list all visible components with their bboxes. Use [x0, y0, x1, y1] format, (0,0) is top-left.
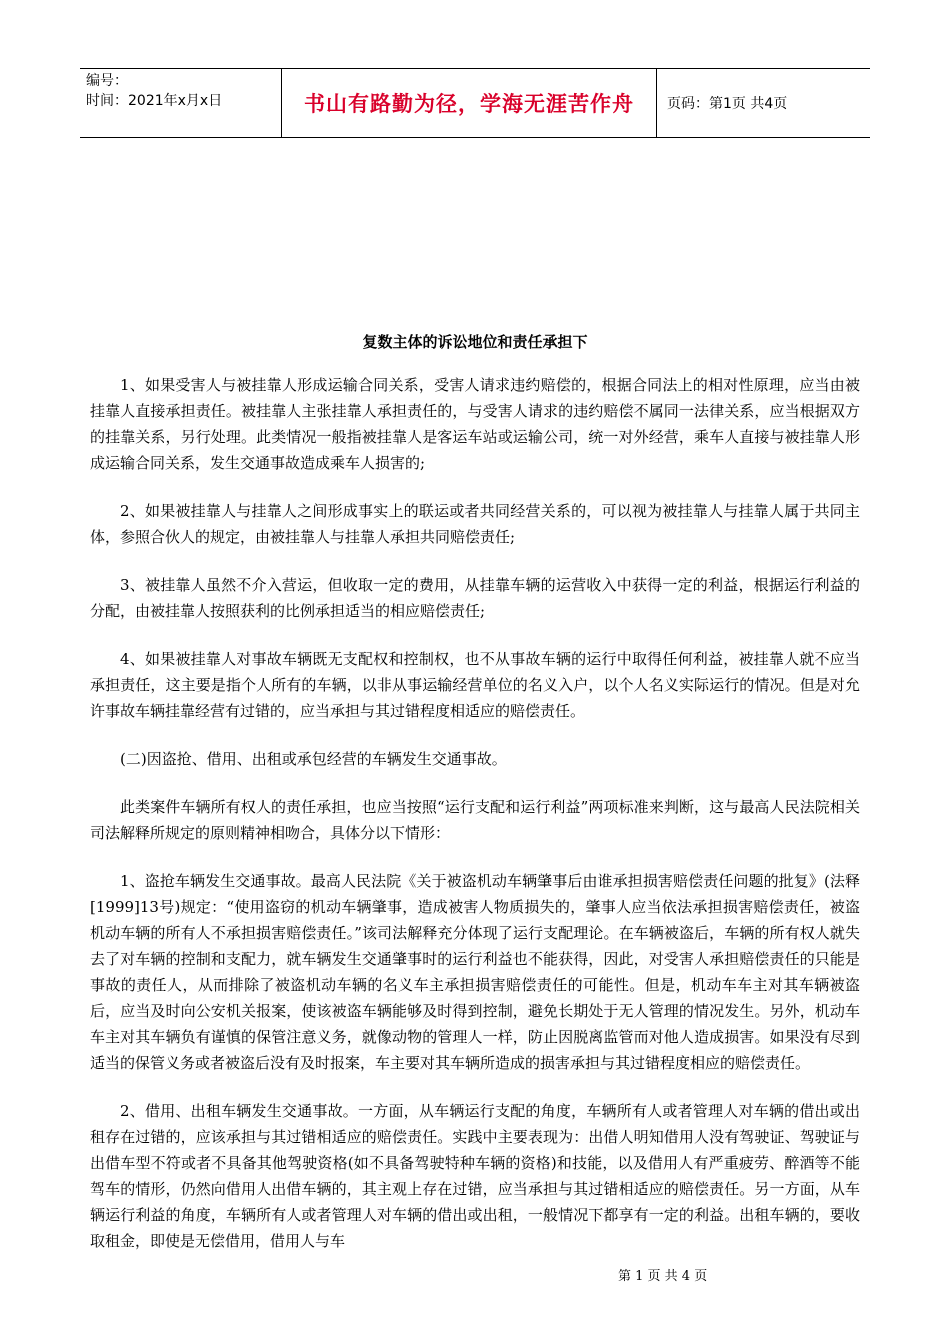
page-footer: 第 1 页 共 4 页 [618, 1269, 708, 1284]
number-label: 编号： [86, 73, 128, 89]
paragraph: 1、盗抢车辆发生交通事故。最高人民法院《关于被盗机动车辆肇事后由谁承担损害赔偿责任问题的批复》(法释[1999]13号)规定：“使用盗窃的机动车辆肇事，造成被害人物质损失的，肇事人应当依法承担损害赔偿责任，被盗机动车辆的所有人不承担损害赔偿责任。”该司法解释充分体现了运行支配理论。在车辆被盗后，车辆的所有权人就失去了对车辆的控制和支配力，就车辆发生交通肇事时的运行利益也不能获得，因此，对受害人承担赔偿责任的只能是事故的责任人，从而排除了被盗机动车辆的名义车主承担损害赔偿责任的可能性。但是，机动车车主对其车辆被盗后，应当及时向公安机关报案，使该被盗车辆能够及时得到控制，避免长期处于无人管理的情况发生。另外，机动车车主对其车辆负有谨慎的保管注意义务，就像动物的管理人一样，防止因脱离监管而对他人造成损害。如果没有尽到适当的保管义务或者被盗后没有及时报案，车主要对其车辆所造成的损害承担与其过错程度相应的赔偿责任。 [90, 872, 860, 1072]
time-label: 时间：2021年x月x日 [86, 93, 223, 109]
paragraph: 此类案件车辆所有权人的责任承担，也应当按照“运行支配和运行利益”两项标准来判断，这与最高人民法院相关司法解释所规定的原则精神相吻合，具体分以下情形： [90, 798, 860, 842]
paragraph: 2、如果被挂靠人与挂靠人之间形成事实上的联运或者共同经营关系的，可以视为被挂靠人与挂靠人属于共同主体，参照合伙人的规定，由被挂靠人与挂靠人承担共同赔偿责任; [90, 502, 860, 546]
paragraph: 4、如果被挂靠人对事故车辆既无支配权和控制权，也不从事故车辆的运行中取得任何利益，被挂靠人就不应当承担责任，这主要是指个人所有的车辆，以非从事运输经营单位的名义入户，以个人名义实际运行的情况。但是对允许事故车辆挂靠经营有过错的，应当承担与其过错程度相适应的赔偿责任。 [90, 650, 860, 720]
paragraph: (二)因盗抢、借用、出租或承包经营的车辆发生交通事故。 [120, 750, 507, 768]
paragraph: 3、被挂靠人虽然不介入营运，但收取一定的费用，从挂靠车辆的运营收入中获得一定的利益，根据运行利益的分配，由被挂靠人按照获利的比例承担适当的相应赔偿责任; [90, 576, 860, 620]
header-page-info: 页码：第1页 共4页 [667, 96, 788, 112]
header-motto: 书山有路勤为径，学海无涯苦作舟 [282, 69, 657, 137]
document-body [90, 372, 860, 1276]
paragraph: 2、借用、出租车辆发生交通事故。一方面，从车辆运行支配的角度，车辆所有人或者管理人对车辆的借出或出租存在过错的，应该承担与其过错相适应的赔偿责任。实践中主要表现为：出借人明知借用人没有驾驶证、驾驶证与出借车型不符或者不具备其他驾驶资格(如不具备驾驶特种车辆的资格)和技能，以及借用人有严重疲劳、醉酒等不能驾车的情形，仍然向借用人出借车辆的，其主观上存在过错，应当承担与其过错相适应的赔偿责任。另一方面，从车辆运行利益的角度，车辆所有人或者管理人对车辆的借出或出租，一般情况下都享有一定的利益。出租车辆的，要收取租金，即使是无偿借用，借用人与车 [90, 1102, 860, 1250]
paragraph: 1、如果受害人与被挂靠人形成运输合同关系，受害人请求违约赔偿的，根据合同法上的相对性原理，应当由被挂靠人直接承担责任。被挂靠人主张挂靠人承担责任的，与受害人请求的违约赔偿不属同一法律关系，应当根据双方的挂靠关系，另行处理。此类情况一般指被挂靠人是客运车站或运输公司，统一对外经营，乘车人直接与被挂靠人形成运输合同关系，发生交通事故造成乘车人损害的; [90, 376, 860, 472]
header-meta [80, 69, 282, 137]
page-header [80, 68, 870, 138]
document-title: 复数主体的诉讼地位和责任承担下 [362, 333, 588, 351]
